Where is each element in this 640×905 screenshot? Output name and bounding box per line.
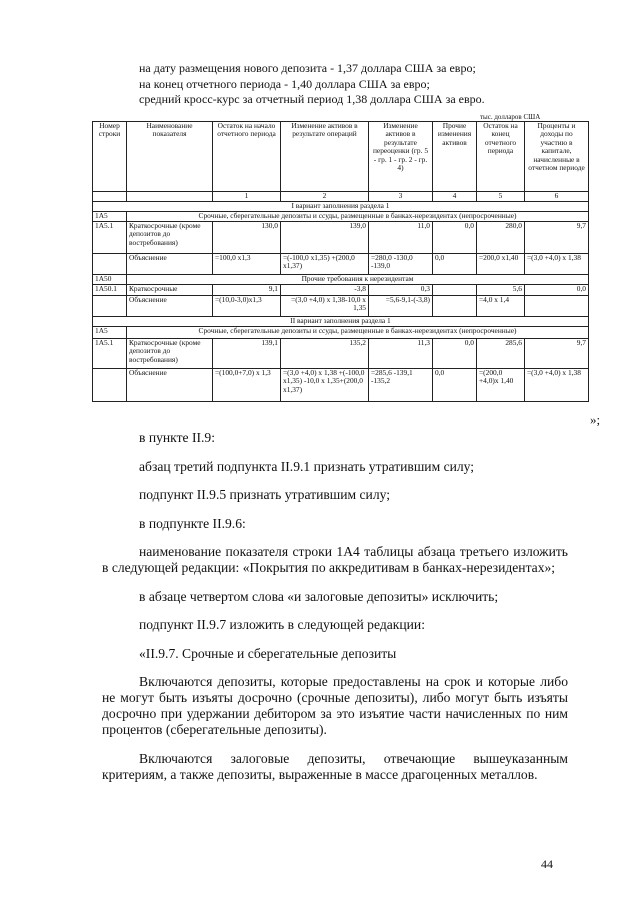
colnum-3: 3 [369, 192, 433, 202]
v1-row-1a501 [93, 285, 589, 296]
v1-expl2-code [93, 296, 127, 317]
intro-line-3: средний кросс-курс за отчетный период 1,38 доллара США за евро. [139, 92, 485, 106]
v1-1a51-c6: 9,7 [525, 222, 589, 254]
variant-1-title: I вариант заполнения раздела 1 [93, 202, 589, 212]
v1-1a501-c2: -3,8 [281, 285, 369, 296]
paragraph-10: Включаются залоговые депозиты, отвечающие вышеуказанным критериям, а также депозиты, выраженные в массе драгоценных металлов. [102, 750, 568, 782]
header-closing-balance: Остаток на конец отчетного периода [477, 122, 525, 192]
header-opening-balance: Остаток на начало отчетного периода [213, 122, 281, 192]
v1-row-1a51 [93, 222, 589, 254]
v1-expl2-c5: =4,0 х 1,4 [477, 296, 525, 317]
v1-1a50-code: 1А50 [93, 275, 127, 285]
v1-1a51-c4: 0,0 [433, 222, 477, 254]
header-revaluation-change: Изменение активов в результате переоценки (гр. 5 - гр. 1 - гр. 2 - гр. 4) [369, 122, 433, 192]
v1-expl2-c3: =5,6-9,1-(-3,8) [369, 296, 433, 317]
header-indicator-name: Наименование показателя [127, 122, 213, 192]
table-header-row [93, 122, 589, 192]
v2-expl-c6: =(3,0 +4,0) х 1,38 [525, 369, 589, 402]
paragraph-1: в пункте II.9: [139, 430, 215, 445]
v1-1a51-c5: 280,0 [477, 222, 525, 254]
paragraph-9: Включаются депозиты, которые предоставлены на срок и которые либо не могут быть изъяты досрочно (срочные депозиты), либо могут быть изъяты досрочно при удержании дебитором за это изъятие части начисленных по ним процентов (сберегательные депозиты). [102, 674, 568, 737]
colnum-4: 4 [433, 192, 477, 202]
v2-expl-label: Объяснение [127, 369, 213, 402]
v1-row-1a50 [93, 275, 589, 285]
v1-1a51-c1: 130,0 [213, 222, 281, 254]
v1-expl1-c4: 0,0 [433, 254, 477, 275]
v1-1a51-c2: 139,0 [281, 222, 369, 254]
v2-1a51-c2: 135,2 [281, 339, 369, 369]
v1-expl1-c2: =(-100,0 х1,35) +(200,0 х1,37) [281, 254, 369, 275]
paragraph-8: «II.9.7. Срочные и сберегательные депозиты [139, 645, 397, 661]
intro-line-1: на дату размещения нового депозита - 1,37 доллара США за евро; [139, 61, 476, 75]
v1-expl2-label: Объяснение [127, 296, 213, 317]
v1-1a501-code: 1А50.1 [93, 285, 127, 296]
colnum-6: 6 [525, 192, 589, 202]
colnum-empty-1 [127, 192, 213, 202]
v2-explanation-row [93, 369, 589, 402]
example-table [92, 121, 589, 402]
page-number: 44 [541, 857, 553, 871]
v1-1a51-c3: 11,0 [369, 222, 433, 254]
v2-1a51-c6: 9,7 [525, 339, 589, 369]
v1-1a51-code: 1А5.1 [93, 222, 127, 254]
v2-1a5-name: Срочные, сберегательные депозиты и ссуды, размещенные в банках-нерезидентах (непросроченные) [127, 327, 589, 339]
amendment-text [102, 430, 568, 795]
variant-1-title-row [93, 202, 589, 212]
paragraph-7: подпункт II.9.7 изложить в следующей редакции: [139, 617, 425, 632]
v2-expl-c2: =(3,0 +4,0) х 1,38 +(-100,0 х1,35) -10,0 х 1,35+(200,0 х1,37) [281, 369, 369, 402]
header-operations-change: Изменение активов в результате операций [281, 122, 369, 192]
paragraph-6: в абзаце четвертом слова «и залоговые депозиты» исключить; [139, 588, 499, 604]
v1-1a501-name: Краткосрочные [127, 285, 213, 296]
colnum-empty-0 [93, 192, 127, 202]
v1-1a501-c4 [433, 285, 477, 296]
v2-expl-c4: 0,0 [433, 369, 477, 402]
paragraph-5: наименование показателя строки 1А4 таблицы абзаца третьего изложить в следующей редакции: «Покрытия по аккредитивам в банках-нерезидентах»; [102, 544, 568, 575]
v2-expl-c1: =(100,0+7,0) х 1,3 [213, 369, 281, 402]
v2-1a51-c5: 285,6 [477, 339, 525, 369]
v1-1a5-code: 1А5 [93, 212, 127, 222]
v1-expl2-c2: =(3,0 +4,0) х 1,38-10,0 х 1,35 [281, 296, 369, 317]
colnum-5: 5 [477, 192, 525, 202]
v2-1a51-c3: 11,3 [369, 339, 433, 369]
exchange-rate-intro [139, 61, 559, 108]
v1-1a501-c3: 0,3 [369, 285, 433, 296]
v1-expl1-c3: =280,0 -130,0 -139,0 [369, 254, 433, 275]
v1-expl1-c6: =(3,0 +4,0) х 1,38 [525, 254, 589, 275]
v1-1a501-c6: 0,0 [525, 285, 589, 296]
v2-1a51-c4: 0,0 [433, 339, 477, 369]
paragraph-2: абзац третий подпункта II.9.1 признать утратившим силу; [139, 458, 475, 474]
v1-expl1-code [93, 254, 127, 275]
v2-row-1a5 [93, 327, 589, 339]
v1-expl1-c5: =200,0 х1,40 [477, 254, 525, 275]
v2-1a51-code: 1А5.1 [93, 339, 127, 369]
v1-1a5-name: Срочные, сберегательные депозиты и ссуды, размещенные в банках-нерезидентах (непросроченные) [127, 212, 589, 222]
v2-1a5-code: 1А5 [93, 327, 127, 339]
v2-expl-c3: =285,6 -139,1 -135,2 [369, 369, 433, 402]
v1-1a51-name: Краткосрочные (кроме депозитов до востребования) [127, 222, 213, 254]
colnum-1: 1 [213, 192, 281, 202]
v1-expl1-label: Объяснение [127, 254, 213, 275]
v1-expl2-c6 [525, 296, 589, 317]
table-units: тыс. долларов США [480, 113, 541, 121]
v1-expl1-c1: =100,0 х1,3 [213, 254, 281, 275]
header-line-number: Номер строки [93, 122, 127, 192]
v2-1a51-name: Краткосрочные (кроме депозитов до востребования) [127, 339, 213, 369]
paragraph-3: подпункт II.9.5 признать утратившим силу; [139, 487, 391, 502]
header-other-changes: Прочие изменения активов [433, 122, 477, 192]
v1-1a501-c5: 5,6 [477, 285, 525, 296]
variant-2-title-row [93, 317, 589, 327]
column-numbers-row [93, 192, 589, 202]
header-interest-income: Проценты и доходы по участию в капитале, начисленные в отчетном периоде [525, 122, 589, 192]
v1-expl2-c1: =(10,0-3,0)х1,3 [213, 296, 281, 317]
v1-explanation-row-2 [93, 296, 589, 317]
v2-expl-c5: =(200,0 +4,0)х 1,40 [477, 369, 525, 402]
v1-1a501-c1: 9,1 [213, 285, 281, 296]
intro-line-2: на конец отчетного периода - 1,40 доллара США за евро; [139, 76, 430, 91]
v1-expl2-c4 [433, 296, 477, 317]
v2-1a51-c1: 139,1 [213, 339, 281, 369]
variant-2-title: II вариант заполнения раздела 1 [93, 317, 589, 327]
v1-1a50-name: Прочие требования к нерезидентам [127, 275, 589, 285]
table-closing-quote: »; [590, 412, 601, 427]
paragraph-4: в подпункте II.9.6: [139, 515, 246, 531]
v1-explanation-row-1 [93, 254, 589, 275]
colnum-2: 2 [281, 192, 369, 202]
v2-row-1a51 [93, 339, 589, 369]
v2-expl-code [93, 369, 127, 402]
v1-row-1a5 [93, 212, 589, 222]
